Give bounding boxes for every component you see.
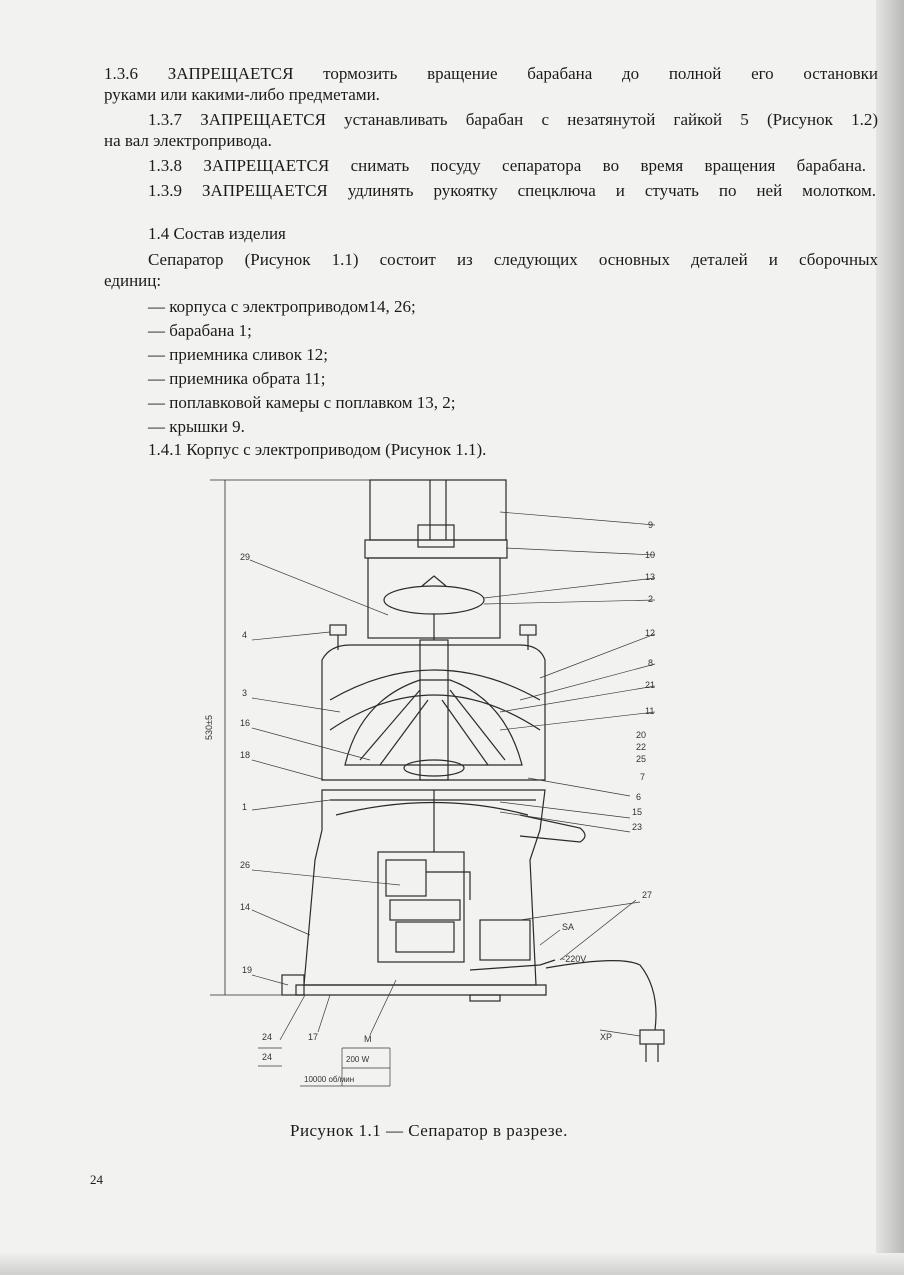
motor-label: M — [364, 1034, 372, 1044]
callout-label: 19 — [242, 965, 253, 975]
list-item: — барабана 1; — [148, 321, 252, 340]
callout-label: 11 — [645, 706, 655, 716]
paragraph-1-3-9: 1.3.9 ЗАПРЕЩАЕТСЯ удлинять рукоятку спецключа и стучать по ней молотком. — [148, 181, 876, 200]
motor-speed: 10000 об/мин — [304, 1075, 355, 1084]
paragraph-1-3-7-cont: на вал электропривода. — [104, 131, 272, 150]
callout-label: 7 — [640, 772, 646, 782]
dimension-label: 530±5 — [204, 715, 214, 740]
callout-label: 12 — [645, 628, 656, 638]
section-intro-cont: единиц: — [104, 271, 162, 290]
callout-label: 15 — [632, 807, 643, 817]
motor-power: 200 W — [346, 1055, 370, 1064]
callout-label: 24 — [262, 1052, 273, 1062]
list-item: — приемника обрата 11; — [148, 369, 326, 388]
callout-label: 24 — [262, 1032, 273, 1042]
list-item: — крышки 9. — [148, 417, 245, 436]
callout-label: 6 — [636, 792, 642, 802]
figure-caption: Рисунок 1.1 — Сепаратор в разрезе. — [290, 1121, 568, 1140]
callout-label: 21 — [645, 680, 656, 690]
section-intro: Сепаратор (Рисунок 1.1) состоит из следующих основных деталей и сборочных — [148, 250, 878, 269]
list-item: — корпуса с электроприводом14, 26; — [148, 297, 416, 316]
paragraph-1-3-7: 1.3.7 ЗАПРЕЩАЕТСЯ устанавливать барабан с незатянутой гайкой 5 (Рисунок 1.2) — [148, 110, 878, 129]
list-item: — поплавковой камеры с поплавком 13, 2; — [148, 393, 456, 412]
callout-label: 25 — [636, 754, 647, 764]
callout-label: 14 — [240, 902, 251, 912]
callout-label: 4 — [242, 630, 248, 640]
callout-label: 8 — [648, 658, 654, 668]
paragraph-1-3-6: 1.3.6 ЗАПРЕЩАЕТСЯ тормозить вращение барабана до полной его остановки — [104, 64, 878, 83]
callout-label: 13 — [645, 572, 656, 582]
callout-label: SA — [562, 922, 575, 932]
callout-label: 10 — [645, 550, 656, 560]
callout-label: 1 — [242, 802, 248, 812]
callout-label: 17 — [308, 1032, 319, 1042]
callout-label: 9 — [648, 520, 654, 530]
callout-label: 29 — [240, 552, 251, 562]
paragraph-1-3-6-cont: руками или какими-либо предметами. — [104, 85, 380, 104]
callout-label: 18 — [240, 750, 251, 760]
callout-label: ~220V — [560, 954, 587, 964]
callout-label: 3 — [242, 688, 248, 698]
page-number: 24 — [90, 1172, 103, 1187]
paragraph-1-3-8: 1.3.8 ЗАПРЕЩАЕТСЯ снимать посуду сепаратора во время вращения барабана. — [148, 156, 866, 175]
callout-label: 23 — [632, 822, 643, 832]
callout-label: 22 — [636, 742, 647, 752]
callout-label: 27 — [642, 890, 653, 900]
section-heading: 1.4 Состав изделия — [148, 224, 286, 243]
callout-label: 16 — [240, 718, 251, 728]
subsection-heading: 1.4.1 Корпус с электроприводом (Рисунок 1.1). — [148, 440, 487, 459]
callout-label: 20 — [636, 730, 647, 740]
callout-label: 26 — [240, 860, 251, 870]
list-item: — приемника сливок 12; — [148, 345, 329, 364]
callout-label: 2 — [648, 594, 654, 604]
callout-label: XP — [600, 1032, 613, 1042]
